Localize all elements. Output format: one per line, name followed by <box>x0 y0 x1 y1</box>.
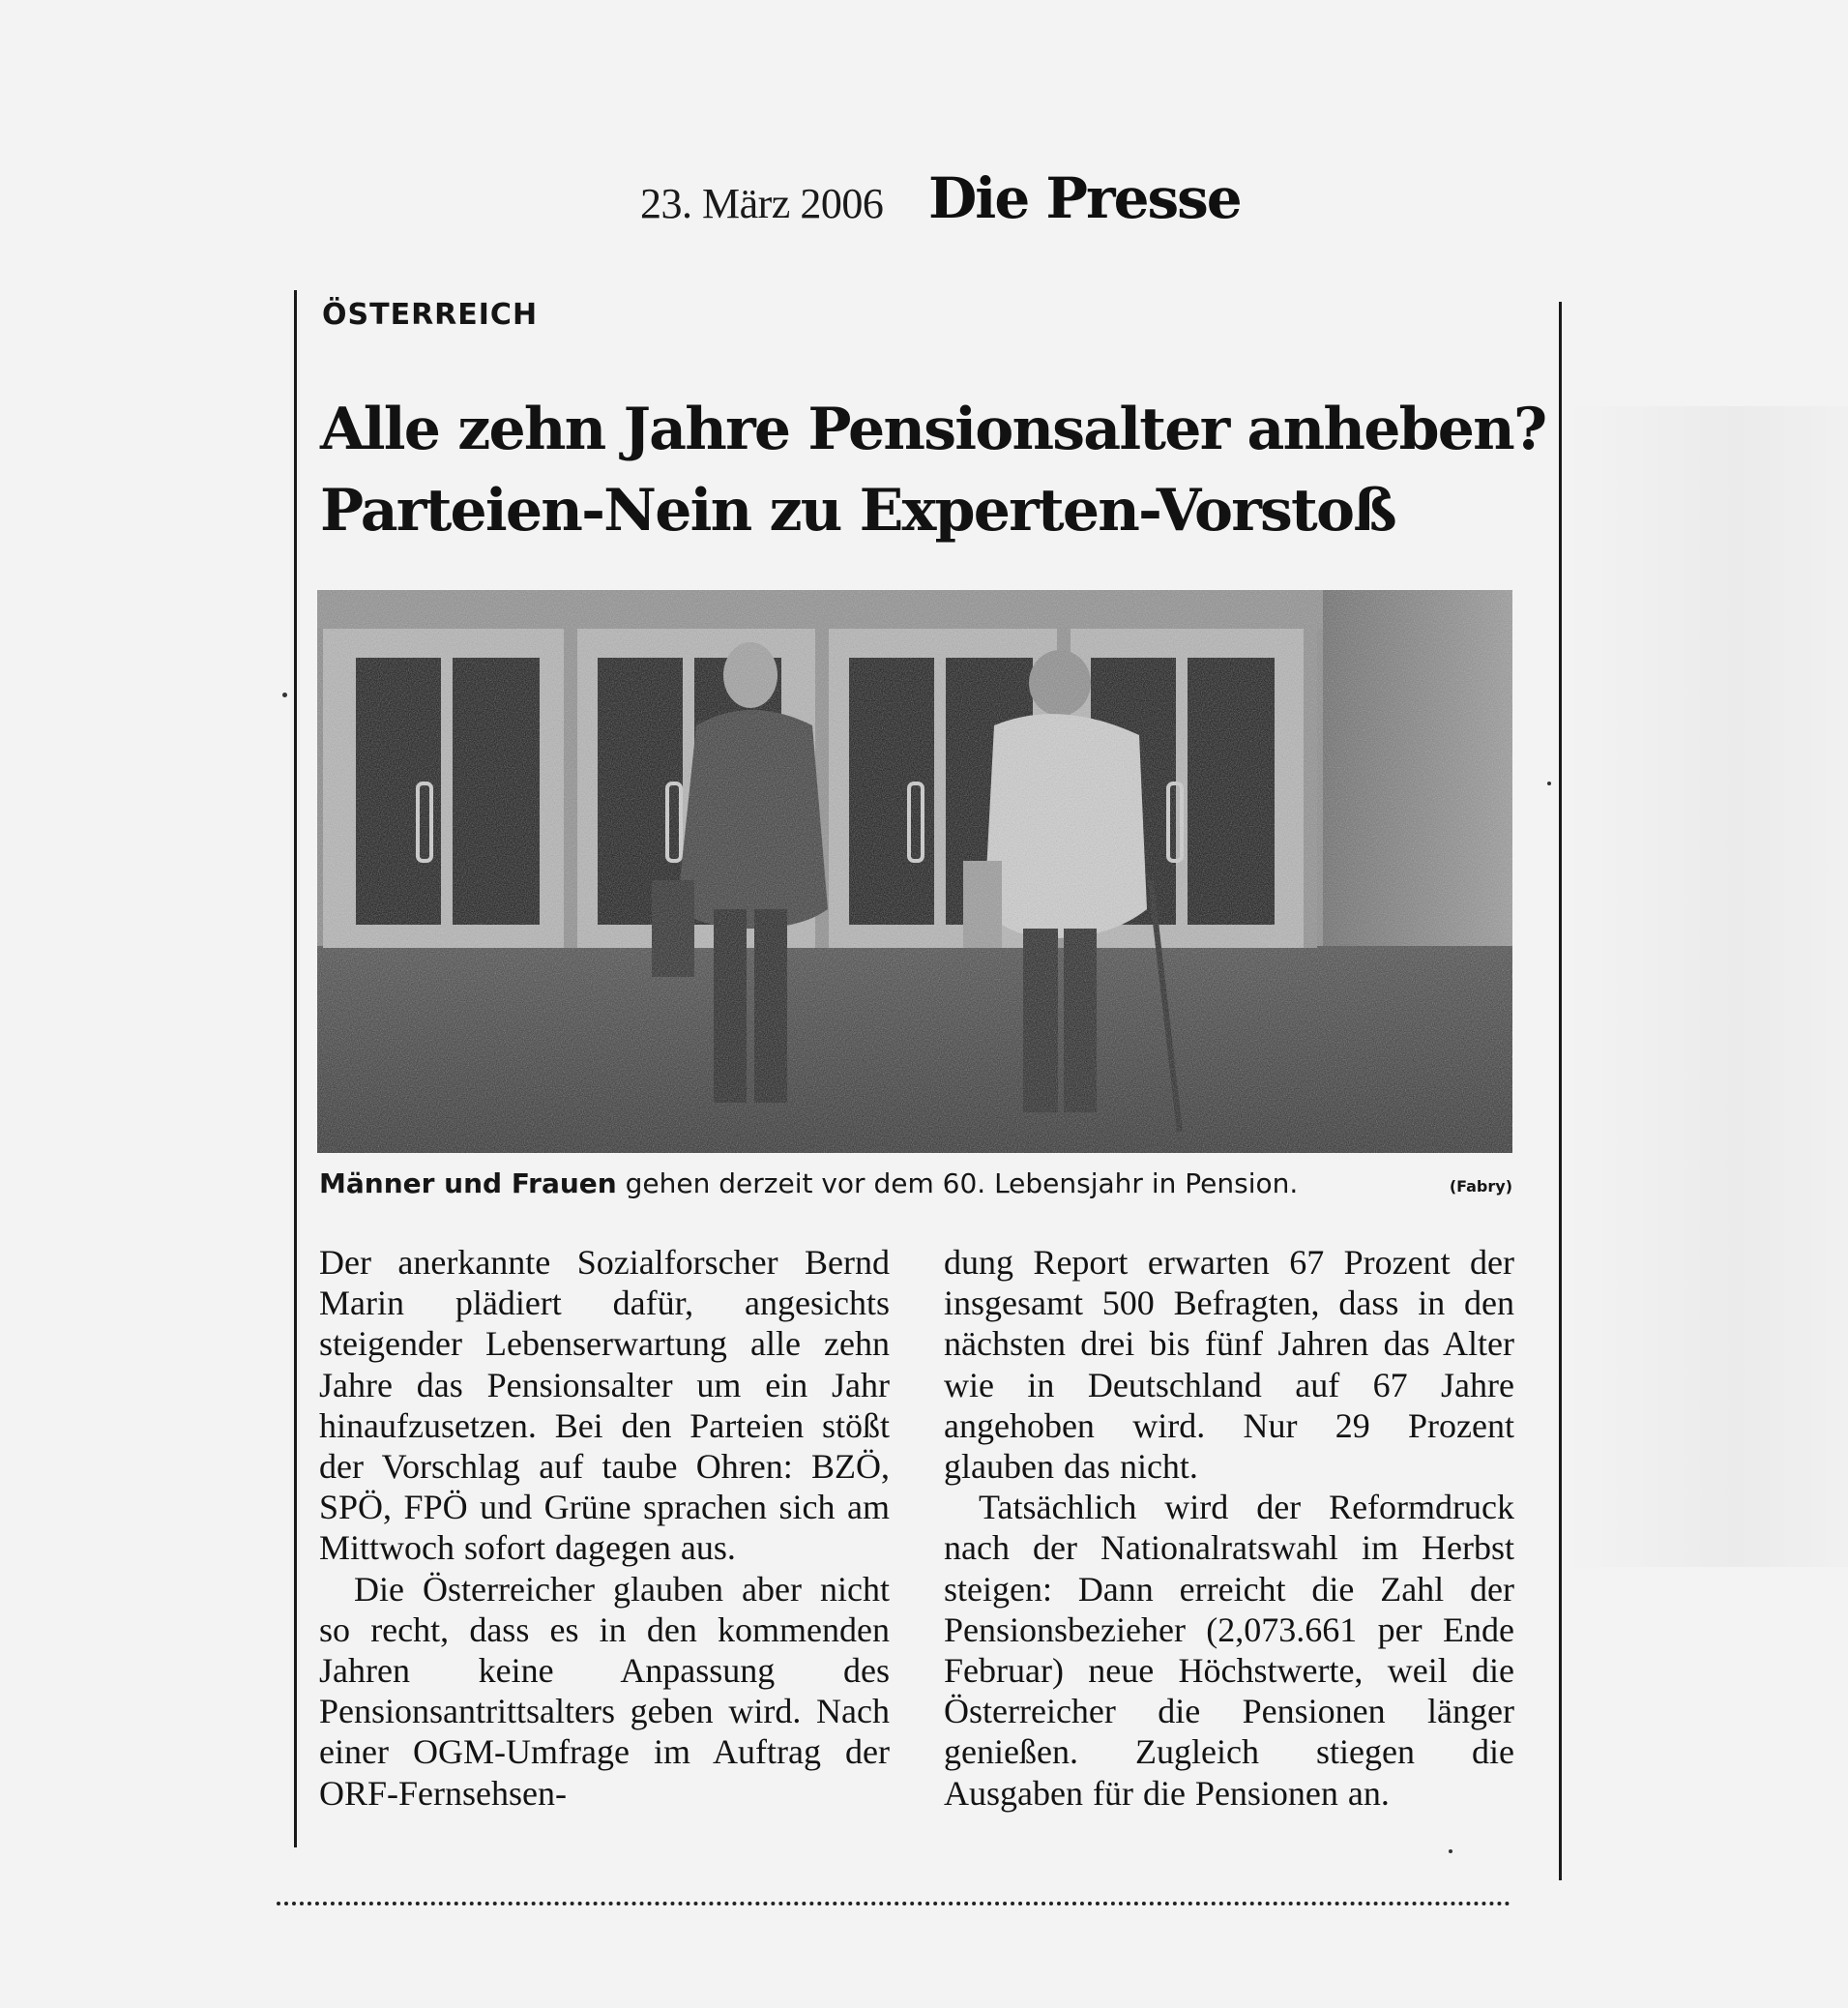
headline <box>320 389 1548 551</box>
article-photo <box>317 590 1512 1153</box>
masthead <box>0 165 1848 256</box>
scan-shadow <box>1567 406 1848 1567</box>
caption-text: gehen derzeit vor dem 60. Lebensjahr in Pension. <box>616 1167 1299 1199</box>
newspaper-name: Die Presse <box>928 165 1241 231</box>
right-column-rule <box>1559 302 1562 1880</box>
photo-credit: (Fabry) <box>1449 1177 1512 1196</box>
headline-line-1: Alle zehn Jahre Pensionsalter anheben? <box>320 396 1546 463</box>
caption-lead: Männer und Frauen <box>319 1167 617 1199</box>
dotted-divider <box>277 1902 1511 1905</box>
paragraph: Tatsächlich wird der Reformdruck nach der Nationalratswahl im Herbst steigen: Dann erreicht die Zahl der Pensionsbezieher (2,073.661 per Ende Februar) neue Höchstwerte, weil die Österreicher die Pensionen länger genießen. Zugleich stiegen die Ausgaben für die Pensionen an. <box>944 1488 1514 1813</box>
headline-line-2: Parteien-Nein zu Experten-Vorstoß <box>320 477 1395 545</box>
article-column-right <box>944 1242 1514 1814</box>
photo-caption <box>319 1167 1512 1206</box>
section-label: ÖSTERREICH <box>322 298 539 332</box>
scan-speck <box>1547 782 1551 785</box>
left-column-rule <box>294 290 297 1847</box>
paragraph: Der anerkannte Sozialforscher Bernd Marin plädiert dafür, angesichts steigender Lebenserwartung alle zehn Jahre das Pensionsalter um ein Jahr hinaufzusetzen. Bei den Parteien stößt der Vorschlag auf taube Ohren: BZÖ, SPÖ, FPÖ und Grüne sprachen sich am Mittwoch sofort dagegen aus. <box>319 1243 890 1568</box>
scan-speck <box>282 693 287 697</box>
scan-speck <box>1449 1849 1452 1853</box>
paragraph: Die Österreicher glauben aber nicht so recht, dass es in den kommenden Jahren keine Anpassung des Pensionsantrittsalters geben wird. Nach einer OGM-Umfrage im Auftrag der ORF-Fernsehsen- <box>319 1569 890 1813</box>
paragraph: dung Report erwarten 67 Prozent der insgesamt 500 Befragten, dass in den nächsten drei bis fünf Jahren das Alter wie in Deutschland auf 67 Jahre angehoben wird. Nur 29 Prozent glauben das nicht. <box>944 1243 1514 1487</box>
article-column-left <box>319 1242 890 1814</box>
publication-date: 23. März 2006 <box>640 180 884 227</box>
